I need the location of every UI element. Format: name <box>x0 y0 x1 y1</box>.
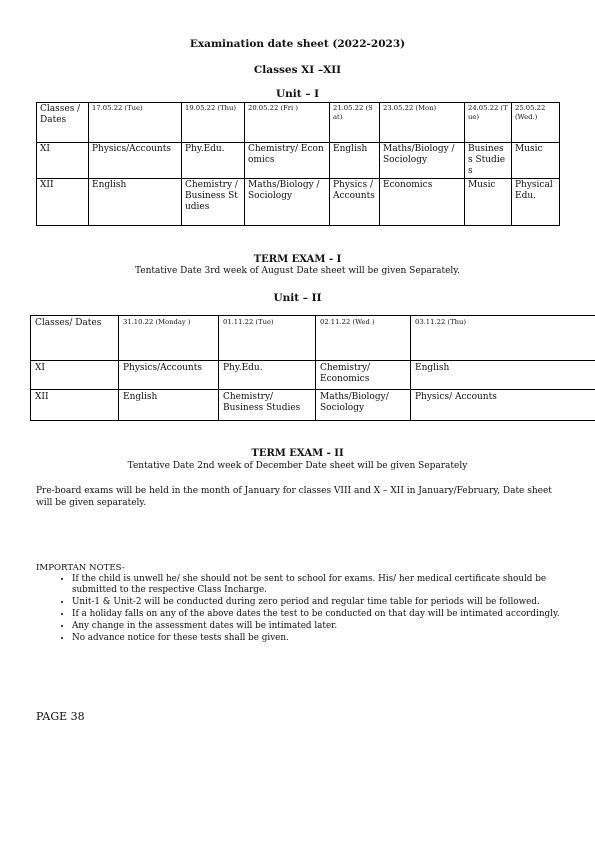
subject-cell: Physical Edu. <box>512 179 560 226</box>
unit2-heading: Unit – II <box>273 292 322 304</box>
class-cell: XII <box>31 390 119 421</box>
date-cell: 24.05.22 (Tue) <box>465 103 512 143</box>
subject-cell: Physics/ Accounts <box>411 390 595 421</box>
term2-note: Tentative Date 2nd week of December Date sheet will be given Separately <box>127 461 468 471</box>
subject-cell: English <box>119 390 219 421</box>
date-cell: 03.11.22 (Thu) <box>411 316 595 361</box>
date-cell: 02.11.22 (Wed ) <box>316 316 411 361</box>
table-row <box>31 390 595 421</box>
subject-cell: Chemistry / Business Studies <box>182 179 245 226</box>
subject-cell: Music <box>512 143 560 179</box>
header-cell: Classes/ Dates <box>31 316 119 361</box>
unit1-heading: Unit – I <box>275 88 320 100</box>
subject-cell: English <box>330 143 380 179</box>
subject-cell: English <box>411 361 595 390</box>
term1-heading: TERM EXAM - I <box>253 254 342 265</box>
subject-cell: Physics / Accounts <box>330 179 380 226</box>
table-row <box>31 361 595 390</box>
term2-heading: TERM EXAM - II <box>251 448 344 459</box>
table-header-row <box>37 103 560 143</box>
preboard-paragraph: Pre-board exams will be held in the month of January for classes VIII and X – XII in January/February, Date sheet will be given separately. <box>36 486 552 508</box>
subject-cell: Phy.Edu. <box>219 361 316 390</box>
subject-cell: Chemistry/ Business Studies <box>219 390 316 421</box>
subject-cell: Economics <box>380 179 465 226</box>
list-item: • Unit-1 & Unit-2 will be conducted during zero period and regular time table for periods will be followed. <box>72 597 572 608</box>
date-cell: 23.05.22 (Mon) <box>380 103 465 143</box>
subject-cell: Physics/Accounts <box>89 143 182 179</box>
table-header-row <box>31 316 595 361</box>
date-cell: 25.05.22 (Wed.) <box>512 103 560 143</box>
date-cell: 19.05.22 (Thu) <box>182 103 245 143</box>
subject-cell: English <box>89 179 182 226</box>
date-cell: 21.05.22 (Sat) <box>330 103 380 143</box>
page-number: PAGE 38 <box>36 710 85 723</box>
list-item: • If a holiday falls on any of the above dates the test to be conducted on that day will be intimated accordingly. <box>72 609 572 620</box>
subject-cell: Chemistry/ Economics <box>245 143 330 179</box>
subject-cell: Maths/Biology / Sociology <box>380 143 465 179</box>
notes-heading: IMPORTAN NOTES- <box>36 563 125 573</box>
list-item: • Any change in the assessment dates will be intimated later. <box>72 621 572 632</box>
subject-cell: Business Studies <box>465 143 512 179</box>
class-cell: XII <box>37 179 89 226</box>
class-cell: XI <box>37 143 89 179</box>
subject-cell: Physics/Accounts <box>119 361 219 390</box>
notes-list <box>52 574 572 645</box>
header-cell: Classes / Dates <box>37 103 89 143</box>
date-cell: 20.05.22 (Fri ) <box>245 103 330 143</box>
date-cell: 31.10.22 (Monday ) <box>119 316 219 361</box>
subject-cell: Music <box>465 179 512 226</box>
subject-cell: Maths/Biology / Sociology <box>245 179 330 226</box>
date-cell: 01.11.22 (Tue) <box>219 316 316 361</box>
unit1-table <box>36 102 560 226</box>
document-subtitle: Classes XI –XII <box>253 64 342 76</box>
list-item: • No advance notice for these tests shall be given. <box>72 633 572 644</box>
subject-cell: Phy.Edu. <box>182 143 245 179</box>
subject-cell: Chemistry/ Economics <box>316 361 411 390</box>
table-row <box>37 143 560 179</box>
table-row <box>37 179 560 226</box>
class-cell: XI <box>31 361 119 390</box>
document-title: Examination date sheet (2022-2023) <box>189 38 406 50</box>
unit2-table <box>30 315 595 421</box>
subject-cell: Maths/Biology/ Sociology <box>316 390 411 421</box>
date-cell: 17.05.22 (Tue) <box>89 103 182 143</box>
term1-note: Tentative Date 3rd week of August Date sheet will be given Separately. <box>134 266 461 276</box>
list-item: • If the child is unwell he/ she should not be sent to school for exams. His/ her medical certificate should be submitted to the respective Class Incharge. <box>72 574 572 595</box>
